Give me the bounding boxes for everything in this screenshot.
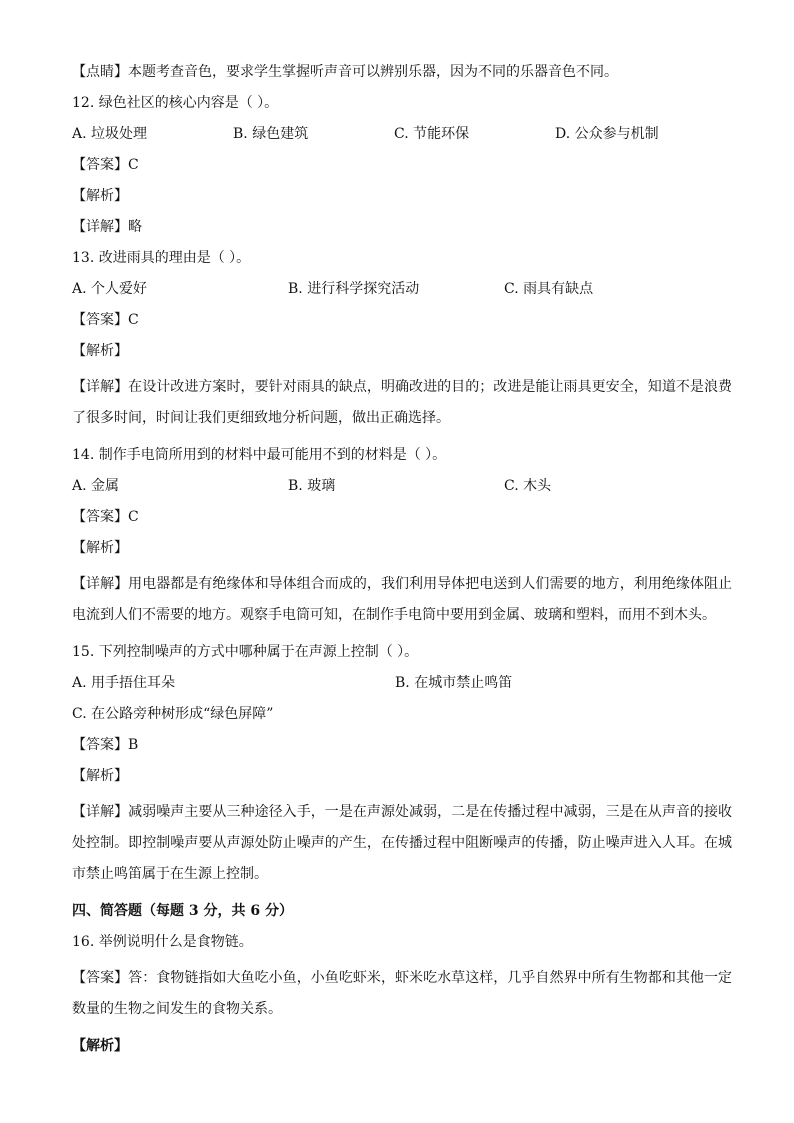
question-13: 13. 改进雨具的理由是（ ）。 [72, 250, 251, 266]
analysis-label: 【解析】 [72, 540, 128, 556]
question-16: 16. 举例说明什么是食物链。 [72, 934, 253, 950]
analysis-label: 【解析】 [72, 188, 128, 204]
analysis-label: 【解析】 [72, 343, 128, 359]
option-c: C. 雨具有缺点 [504, 281, 594, 297]
option-b: B. 在城市禁止鸣笛 [395, 675, 513, 691]
answer-label: 【答案】C [72, 509, 139, 525]
section-heading: 四、简答题（每题 3 分，共 6 分） [72, 903, 293, 919]
option-c: C. 节能环保 [394, 126, 470, 142]
question-15: 15. 下列控制噪声的方式中哪种属于在声源上控制（ ）。 [72, 644, 419, 660]
option-a: A. 金属 [72, 478, 120, 494]
option-b: B. 进行科学探究活动 [288, 281, 420, 297]
option-d: D. 公众参与机制 [555, 126, 659, 142]
detail-text: 【详解】在设计改进方案时，要针对雨具的缺点，明确改进的目的；改进是能让雨具更安全，知道不是浪费了很多时间，时间让我们更细致地分析问题，做出正确选择。 [72, 379, 732, 426]
detail-text: 【详解】用电器都是有绝缘体和导体组合而成的，我们利用导体把电送到人们需要的地方，利用绝缘体阻止电流到人们不需要的地方。观察手电筒可知，在制作手电筒中要用到金属、玻璃和塑料，而用不到木头。 [72, 576, 732, 623]
option-a: A. 用手捂住耳朵 [72, 675, 176, 691]
dianjing-note: 【点睛】本题考查音色，要求学生掌握听声音可以辨别乐器，因为不同的乐器音色不同。 [72, 64, 618, 80]
detail-text: 【详解】减弱噪声主要从三种途径入手，一是在声源处减弱，二是在传播过程中减弱，三是在从声音的接收处控制。即控制噪声要从声源处防止噪声的产生，在传播过程中阻断噪声的传播，防止噪声进入人耳。在城市禁止鸣笛属于在生源上控制。 [72, 804, 732, 882]
option-c: C. 木头 [504, 478, 552, 494]
question-12-options [72, 124, 732, 144]
option-b: B. 绿色建筑 [233, 126, 309, 142]
analysis-label: 【解析】 [72, 768, 128, 784]
question-13-options [72, 279, 732, 299]
analysis-label: 【解析】 [72, 1038, 128, 1054]
question-14: 14. 制作手电筒所用到的材料中最可能用不到的材料是（ ）。 [72, 447, 447, 463]
question-12: 12. 绿色社区的核心内容是（ ）。 [72, 95, 279, 111]
option-a: A. 个人爱好 [72, 281, 148, 297]
question-14-options [72, 476, 732, 496]
answer-label: 【答案】C [72, 312, 139, 328]
option-a: A. 垃圾处理 [72, 126, 148, 142]
detail-text: 【详解】略 [72, 219, 142, 235]
answer-text: 【答案】答：食物链指如大鱼吃小鱼，小鱼吃虾米，虾米吃水草这样，几乎自然界中所有生物都和其他一定数量的生物之间发生的食物关系。 [72, 970, 732, 1017]
question-15-options [72, 673, 732, 693]
answer-label: 【答案】C [72, 157, 139, 173]
answer-label: 【答案】B [72, 737, 139, 753]
document-page [72, 62, 732, 1067]
option-c: C. 在公路旁种树形成“绿色屏障” [72, 706, 274, 722]
option-b: B. 玻璃 [288, 478, 336, 494]
